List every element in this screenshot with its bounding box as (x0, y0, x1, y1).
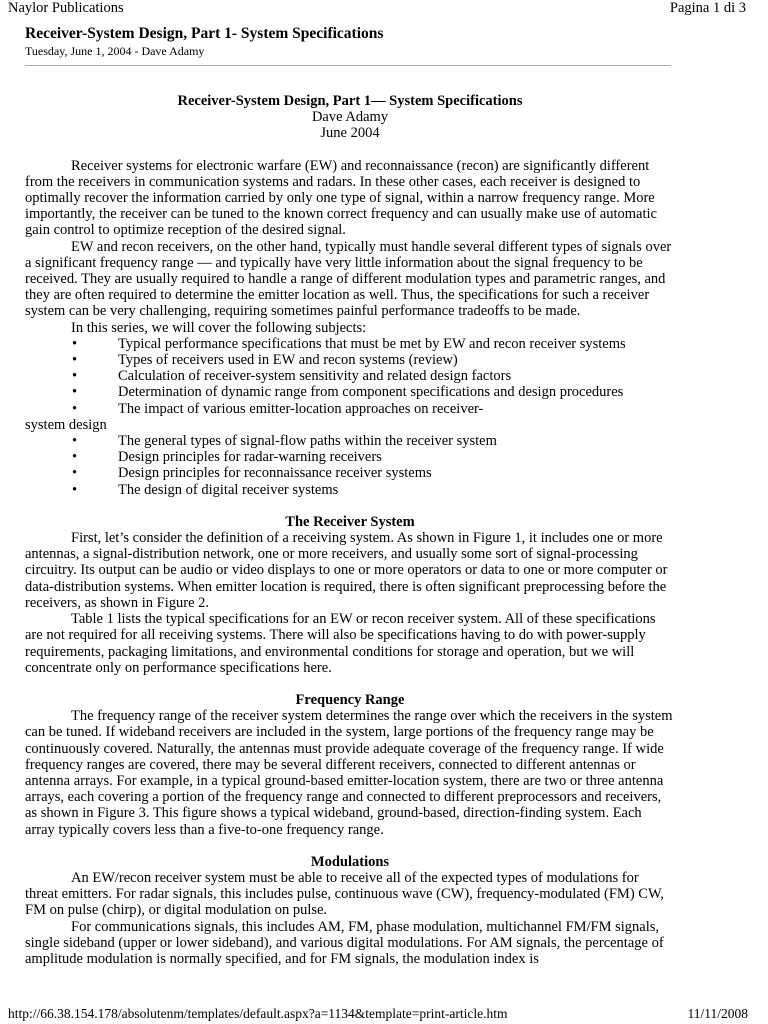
list-item: • The general types of signal-flow paths within the receiver system (72, 433, 497, 450)
source-url: http://66.38.154.178/absolutenm/templates/default.aspx?a=1134&template=print-article.htm (8, 1006, 508, 1021)
subjects-list-continued (25, 433, 675, 498)
list-item: • The impact of various emitter-location approaches on receiver- (72, 400, 484, 417)
paragraph: EW and recon receivers, on the other hand, typically must handle several different types of signals over a significant frequency range — and typically have very little information about the signal frequency to be received. They are usually required to handle a range of different modulation types and parametric ranges, and they are often required to determine the emitter location as well. Thus, the specifications for such a receiver system can be very challenging, requiring sometimes painful performance tradeoffs to be made. (25, 238, 672, 320)
list-item: • Design principles for radar-warning receivers (72, 449, 382, 466)
list-item: • The design of digital receiver systems (72, 481, 339, 498)
list-item: • Typical performance specifications that must be met by EW and recon receiver systems (72, 335, 626, 352)
publisher-name: Naylor Publications (8, 0, 124, 16)
dateline: Tuesday, June 1, 2004 - Dave Adamy (25, 44, 205, 58)
section-heading: Frequency Range (295, 691, 405, 708)
article-heading: Receiver-System Design, Part 1— System Specifications (177, 93, 523, 109)
article-body (25, 93, 675, 967)
print-date: 11/11/2008 (687, 1006, 748, 1021)
paragraph: An EW/recon receiver system must be able to receive all of the expected types of modulations for threat emitters. For radar signals, this includes pulse, continuous wave (CW), frequency-modulated (FM) CW, FM on pulse (chirp), or digital modulation on pulse. (25, 869, 664, 919)
section-heading: The Receiver System (285, 513, 415, 530)
paragraph: Table 1 lists the typical specifications for an EW or recon receiver system. All of these specifications are not required for all receiving systems. There will also be specifications having to do with power-supply requirements, packaging limitations, and environmental conditions for storage and operation, but we will concentrate only on performance specifications here. (25, 611, 656, 676)
article-date: June 2004 (320, 125, 380, 142)
article-author: Dave Adamy (311, 109, 389, 126)
page-title: Receiver-System Design, Part 1- System Specifications (25, 25, 384, 42)
list-item: • Types of receivers used in EW and recon systems (review) (72, 352, 458, 369)
section-heading: Modulations (310, 853, 390, 870)
list-item: • Calculation of receiver-system sensitivity and related design factors (72, 368, 512, 385)
header-divider (25, 65, 671, 66)
subjects-list (25, 336, 675, 417)
paragraph: Receiver systems for electronic warfare (EW) and reconnaissance (recon) are significantly different from the receivers in communication systems and radars. In these other cases, each receiver is designed to optimally recover the information carried by only one type of signal, within a narrow frequency range. More importantly, the receiver can be tuned to the known correct frequency and can usually make use of automatic gain control to optimize reception of the desired signal. (25, 157, 657, 239)
paragraph: In this series, we will cover the following subjects: (71, 319, 367, 336)
paragraph: For communications signals, this includes AM, FM, phase modulation, multichannel FM/FM signals, single sideband (upper or lower sideband), and various digital modulations. For AM signals, the percentage of amplitude modulation is normally specified, and for FM signals, the modulation index is (25, 918, 664, 967)
list-item-continuation: system design (25, 416, 107, 433)
list-item: • Design principles for reconnaissance receiver systems (72, 465, 432, 482)
paragraph: First, let’s consider the definition of a receiving system. As shown in Figure 1, it includes one or more antennas, a signal-distribution network, one or more receivers, and usually some sort of signal-processing circuitry. Its output can be audio or video displays to one or more operators or data to one or more computer or data-distribution systems. When emitter location is required, there is often significant preprocessing before the receivers, as shown in Figure 2. (25, 530, 668, 611)
list-item: • Determination of dynamic range from component specifications and design procedures (72, 384, 624, 401)
paragraph: The frequency range of the receiver system determines the range over which the receivers in the system can be tuned. If wideband receivers are included in the system, large portions of the frequency range may be continuously covered. Naturally, the antennas must provide adequate coverage of the frequency range. If wide frequency ranges are covered, there may be several different receivers, connected to different antennas or antenna arrays. For example, in a typical ground-based emitter-location system, there are two or three antenna arrays, each covering a portion of the frequency range and connected to different preprocessors and receivers, as shown in Figure 3. This figure shows a typical wideband, ground-based, direction-finding system. Each array typically covers less than a five-to-one frequency range. (25, 708, 673, 838)
page-indicator: Pagina 1 di 3 (669, 0, 746, 16)
